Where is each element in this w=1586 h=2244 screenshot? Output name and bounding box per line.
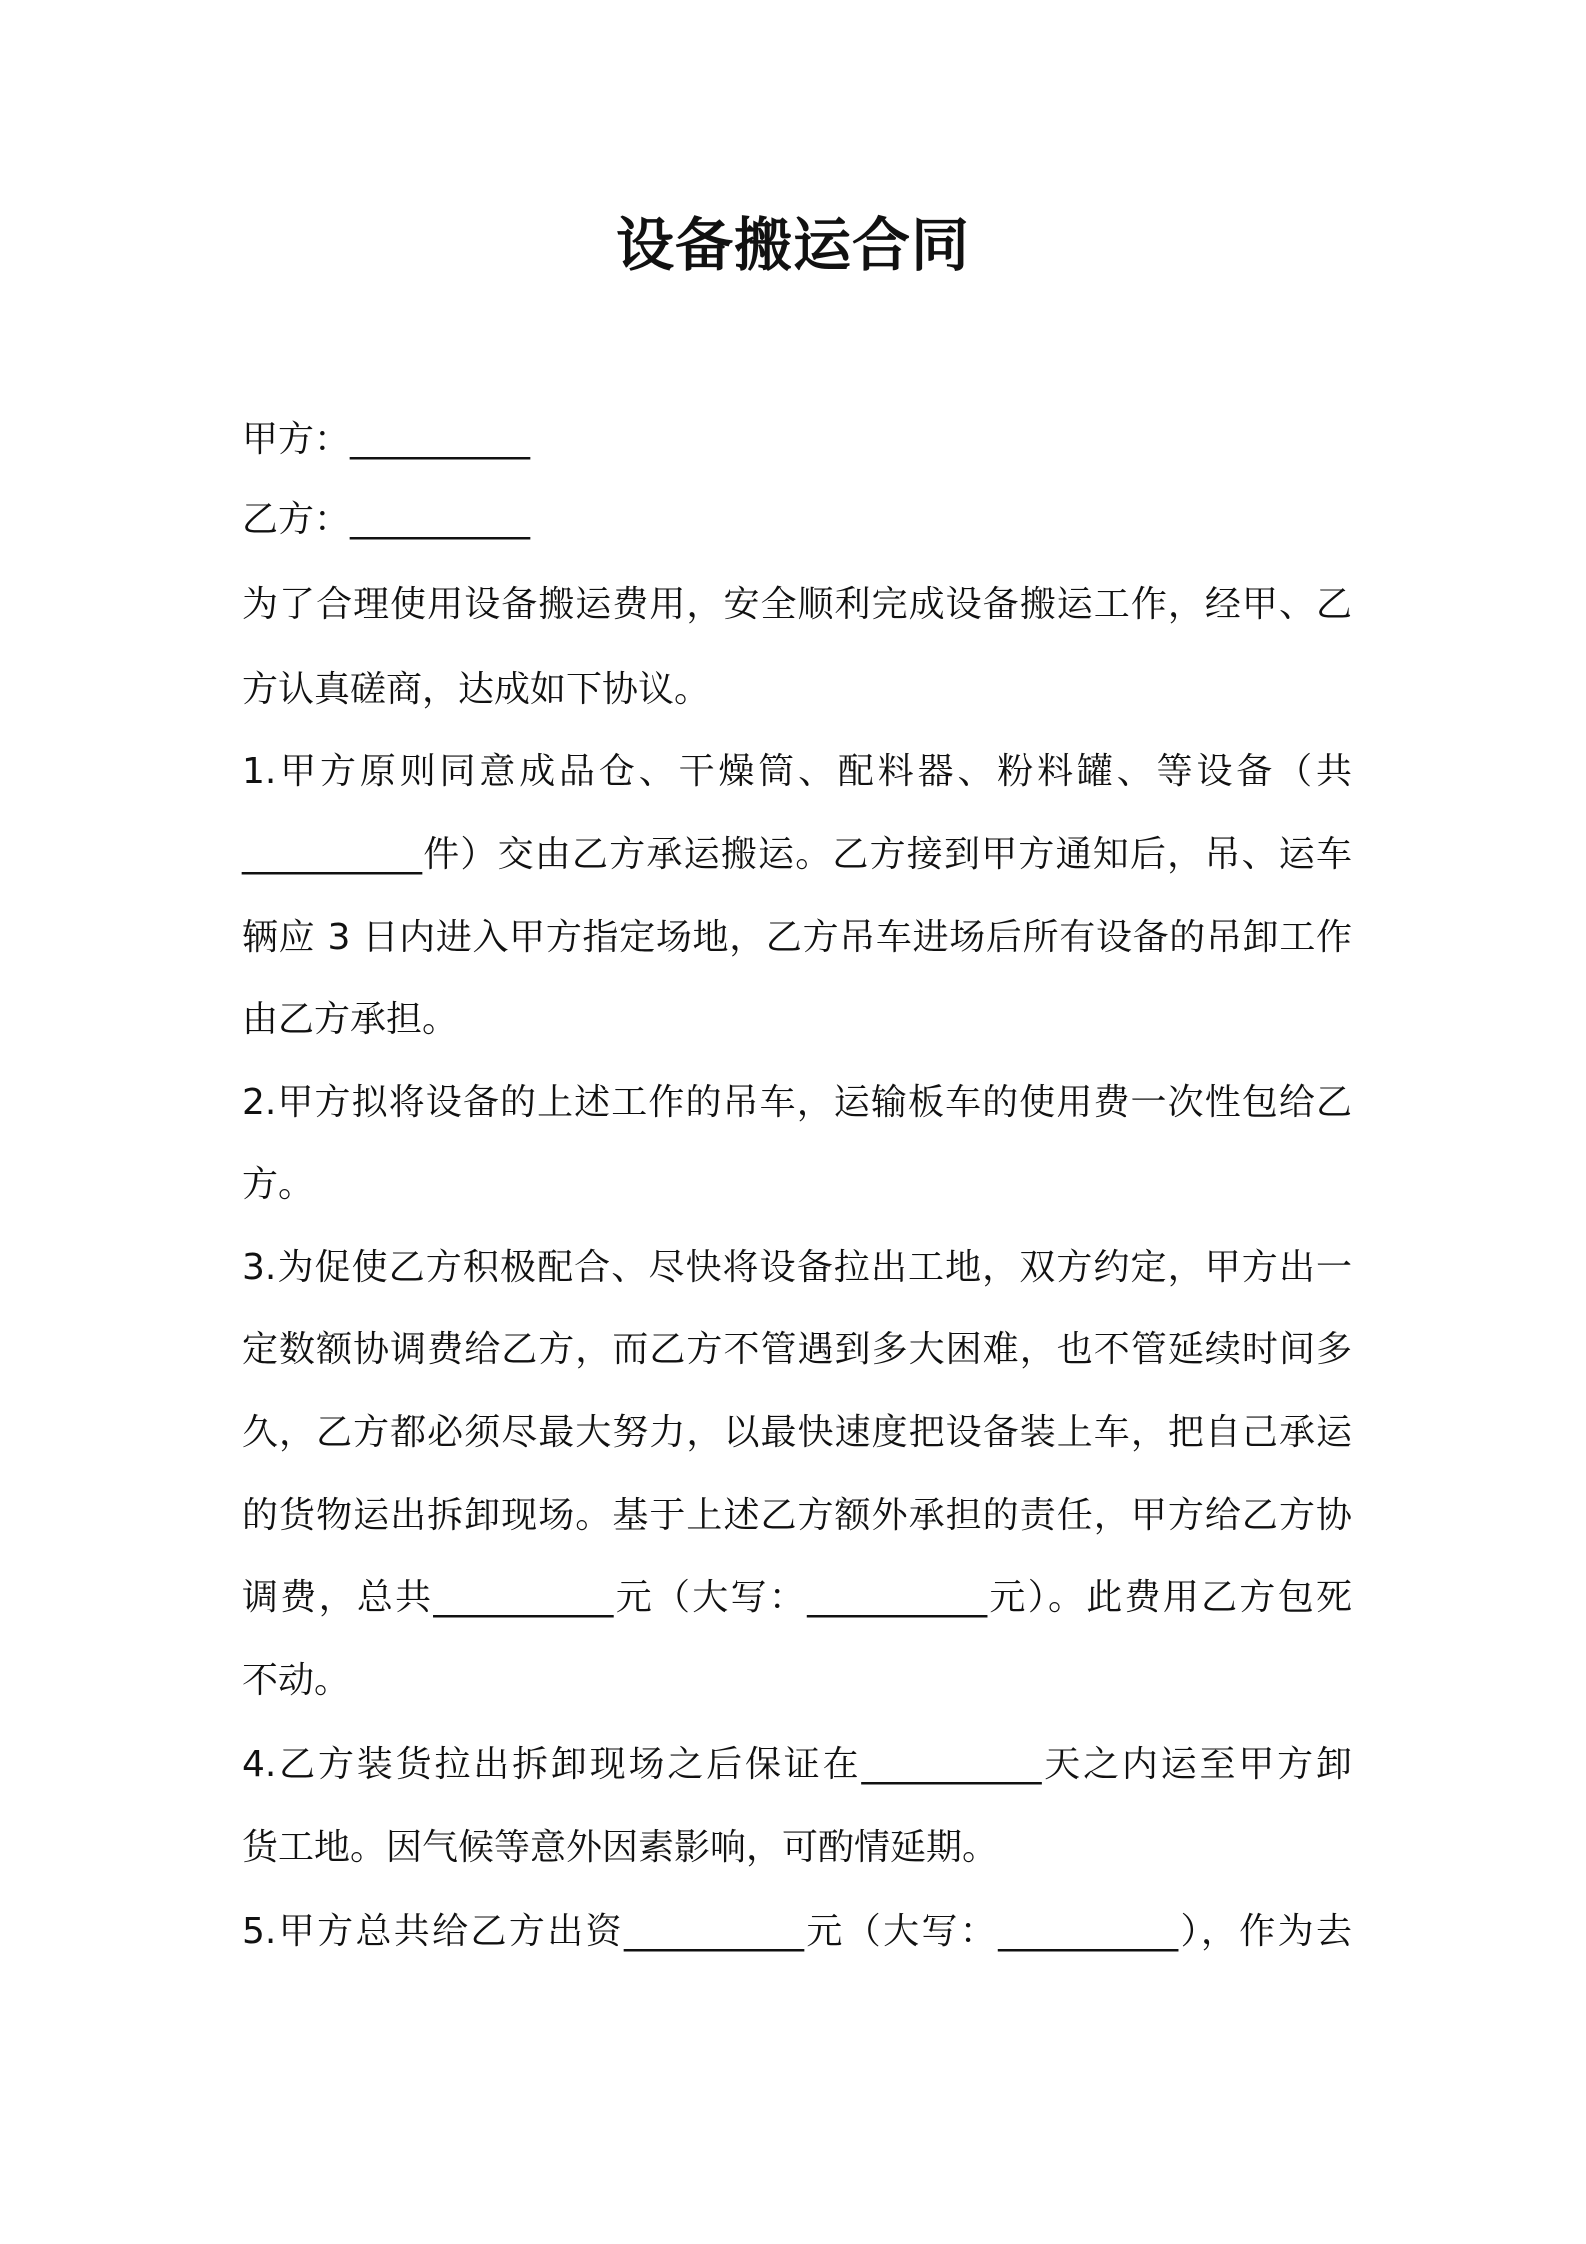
- clause-3-line-6: 不动。: [242, 1660, 351, 1701]
- party-b-line: 乙方：__________: [242, 499, 531, 540]
- clause-4-line-1: 4.乙方装货拉出拆卸现场之后保证在__________天之内运至甲方卸: [242, 1744, 1352, 1785]
- clause-4-line-2: 货工地。因气候等意外因素影响，可酌情延期。: [242, 1827, 999, 1868]
- clause-3-line-4: 的货物运出拆卸现场。基于上述乙方额外承担的责任，甲方给乙方协: [242, 1495, 1352, 1536]
- clause-2-line-2: 方。: [242, 1164, 315, 1205]
- clause-1-line-2: __________件）交由乙方承运搬运。乙方接到甲方通知后，吊、运车: [242, 834, 1352, 875]
- clause-5-line-1: 5.甲方总共给乙方出资__________元（大写：__________），作为去: [242, 1911, 1352, 1952]
- party-a-line: 甲方：__________: [242, 419, 531, 460]
- clause-3-line-3: 久，乙方都必须尽最大努力，以最快速度把设备装上车，把自己承运: [242, 1412, 1352, 1453]
- clause-3-line-5: 调费，总共__________元（大写：__________元）。此费用乙方包死: [242, 1577, 1352, 1618]
- document-title: 设备搬运合同: [615, 211, 970, 279]
- clause-1-line-1: 1.甲方原则同意成品仓、干燥筒、配料器、粉料罐、等设备（共: [242, 751, 1352, 792]
- clause-2-line-1: 2.甲方拟将设备的上述工作的吊车，运输板车的使用费一次性包给乙: [242, 1082, 1352, 1123]
- intro-line-1: 为了合理使用设备搬运费用，安全顺利完成设备搬运工作，经甲、乙: [242, 584, 1352, 625]
- clause-1-line-4: 由乙方承担。: [242, 999, 459, 1040]
- clause-3-line-1: 3.为促使乙方积极配合、尽快将设备拉出工地，双方约定，甲方出一: [242, 1247, 1352, 1288]
- intro-line-2: 方认真磋商，达成如下协议。: [242, 669, 711, 710]
- clause-1-line-3: 辆应 3 日内进入甲方指定场地，乙方吊车进场后所有设备的吊卸工作: [242, 917, 1352, 958]
- clause-3-line-2: 定数额协调费给乙方，而乙方不管遇到多大困难，也不管延续时间多: [242, 1329, 1352, 1370]
